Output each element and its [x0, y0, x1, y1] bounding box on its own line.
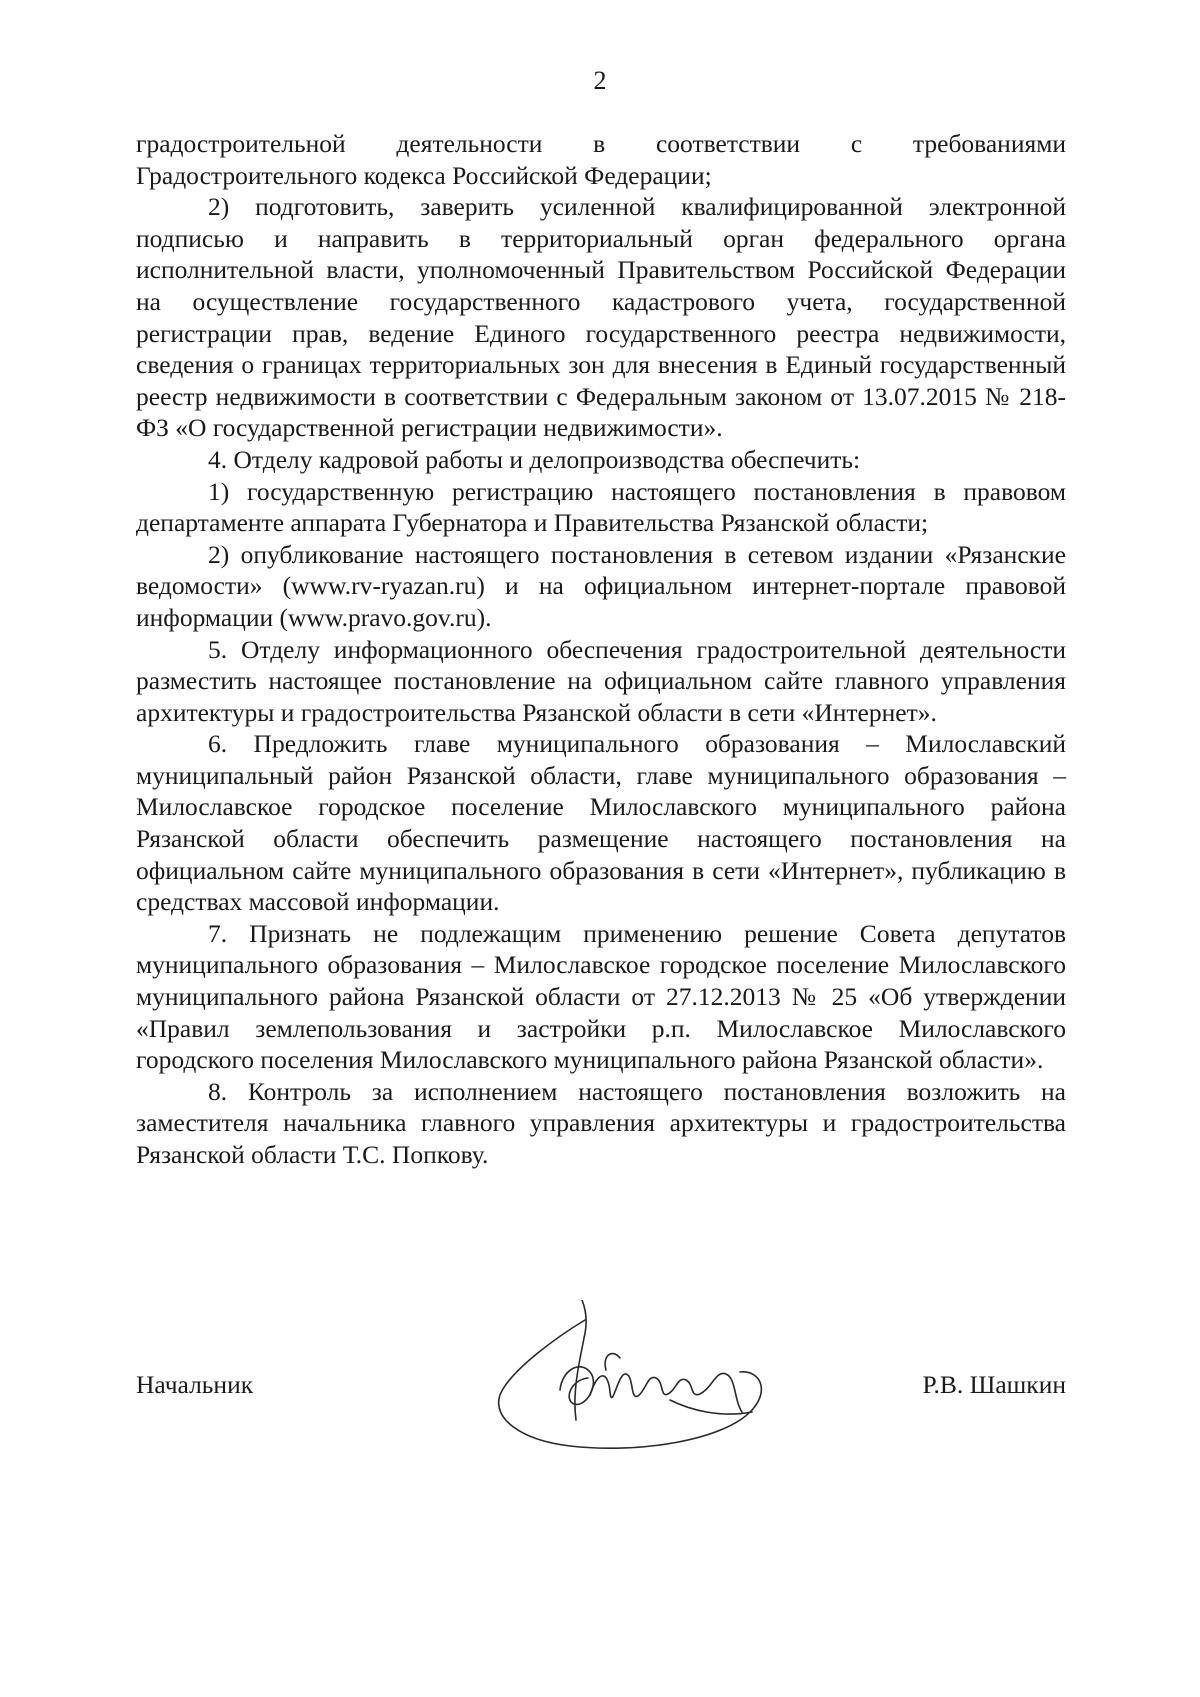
paragraph-point-8: 8. Контроль за исполнением настоящего постановления возложить на заместителя начальника главного управления архитектуры и градостроительства Рязанской области Т.С. Попкову.	[136, 1076, 1066, 1169]
paragraph-point-6: 6. Предложить главе муниципального образования – Милославский муниципальный район Рязанской области, главе муниципального образования – Милославское городское поселение Милославского муниципального района Рязанской области обеспечить размещение настоящего постановления на официальном сайте муниципального образования в сети «Интернет», публикацию в средствах массовой информации.	[136, 729, 1066, 917]
signatory-name: Р.В. Шашкин	[922, 1370, 1066, 1399]
signatory-title: Начальник	[136, 1370, 254, 1399]
paragraph-point-7: 7. Признать не подлежащим применению решение Совета депутатов муниципального образования – Милославское городское поселение Милославского муниципального района Рязанской области от 27.12.2013 № 25 «Об утверждении «Правил землепользования и застройки р.п. Милославское Милославского городского поселения Милославского муниципального района Рязанской области».	[136, 918, 1066, 1075]
paragraph-item-2-egrn: 2) подготовить, заверить усиленной квалифицированной электронной подписью и направить в территориальный орган федерального органа исполнительной власти, уполномоченный Правительством Российской Федерации на осуществление государственного кадастрового учета, государственной регистрации прав, ведение Единого государственного реестра недвижимости, сведения о границах территориальных зон для внесения в Единый государственный реестр недвижимости в соответствии с Федеральным законом от 13.07.2015 № 218-ФЗ «О государственной регистрации недвижимости».	[136, 192, 1066, 443]
paragraph-point-5: 5. Отделу информационного обеспечения градостроительной деятельности разместить настоящее постановление на официальном сайте главного управления архитектуры и градостроительства Рязанской области в сети «Интернет».	[136, 634, 1066, 727]
document-body	[136, 128, 1066, 1171]
signature-block	[136, 1370, 1066, 1410]
page-number: 2	[593, 66, 607, 95]
paragraph-point-4-item-2: 2) опубликование настоящего постановления в сетевом издании «Рязанские ведомости» (www.rv-ryazan.ru) и на официальном интернет-портале правовой информации (www.pravo.gov.ru).	[136, 539, 1066, 632]
paragraph-continuation: градостроительной деятельности в соответствии с требованиями Градостроительного кодекса Российской Федерации;	[136, 129, 1066, 190]
paragraph-point-4-item-1: 1) государственную регистрацию настоящего постановления в правовом департаменте аппарата Губернатора и Правительства Рязанской области;	[136, 476, 1066, 538]
paragraph-point-4: 4. Отделу кадровой работы и делопроизводства обеспечить:	[208, 444, 861, 474]
